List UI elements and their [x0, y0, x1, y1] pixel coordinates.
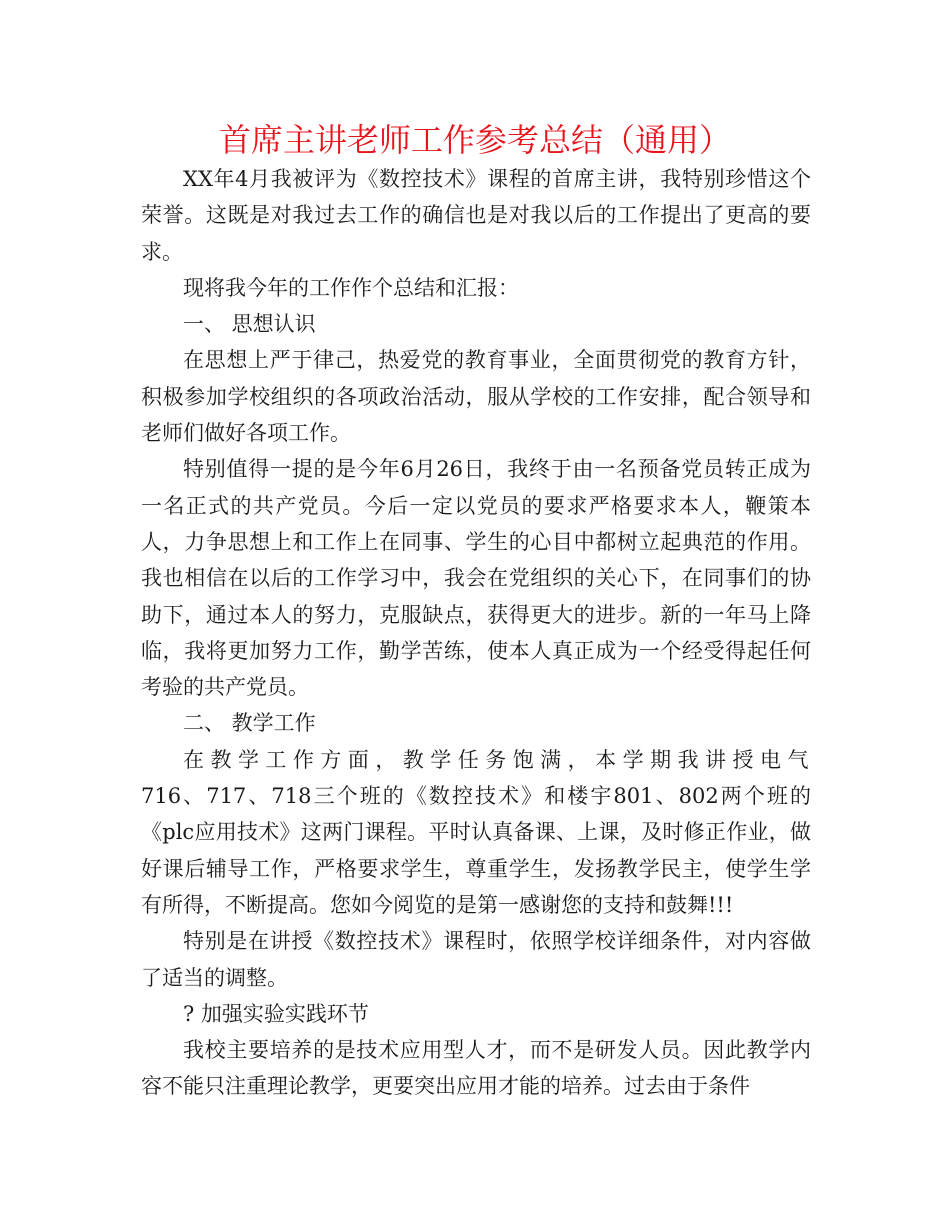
document-body — [141, 161, 811, 1105]
paragraph-party-member: 特别值得一提的是今年6月26日，我终于由一名预备党员转正成为一名正式的共产党员。今后一定以党员的要求严格要求本人，鞭策本人，力争思想上和工作上在同事、学生的心目中都树立起典范的作用。我也相信在以后的工作学习中，我会在党组织的关心下，在同事们的协助下，通过本人的努力，克服缺点，获得更大的进步。新的一年马上降临，我将更加努力工作，勤学苦练，使本人真正成为一个经受得起任何考验的共产党员。 — [141, 457, 811, 700]
document-title: 首席主讲老师工作参考总结（通用） — [218, 121, 731, 159]
subheading-practice: ? 加强实验实践环节 — [183, 1001, 369, 1026]
paragraph-summary-lead: 现将我今年的工作作个总结和汇报： — [183, 275, 519, 300]
section-heading-thought: 一、 思想认识 — [183, 312, 316, 337]
paragraph-intro: XX年4月我被评为《数控技术》课程的首席主讲，我特别珍惜这个荣誉。这既是对我过去工作的确信也是对我以后的工作提出了更高的要求。 — [141, 167, 811, 264]
paragraph-teaching-first-line: 在教学工作方面，教学任务饱满，本学期我讲授电气 — [183, 747, 811, 772]
paragraph-course-adjust: 特别是在讲授《数控技术》课程时，依照学校详细条件，对内容做了适当的调整。 — [141, 929, 811, 990]
paragraph-teaching: 716、717、718三个班的《数控技术》和楼宇801、802两个班的《plc应用技术》这两门课程。平时认真备课、上课，及时修正作业，做好课后辅导工作，严格要求学生，尊重学生，发扬教学民主，使学生学有所得，不断提高。您如今阅览的是第一感谢您的支持和鼓舞!!! — [141, 784, 811, 917]
paragraph-thought: 在思想上严于律己，热爱党的教育事业，全面贯彻党的教育方针，积极参加学校组织的各项政治活动，服从学校的工作安排，配合领导和老师们做好各项工作。 — [141, 348, 811, 446]
section-heading-teaching: 二、 教学工作 — [183, 711, 316, 736]
paragraph-practice: 我校主要培养的是技术应用型人才，而不是研发人员。因此教学内容不能只注重理论教学，更要突出应用才能的培养。过去由于条件 — [141, 1038, 811, 1099]
